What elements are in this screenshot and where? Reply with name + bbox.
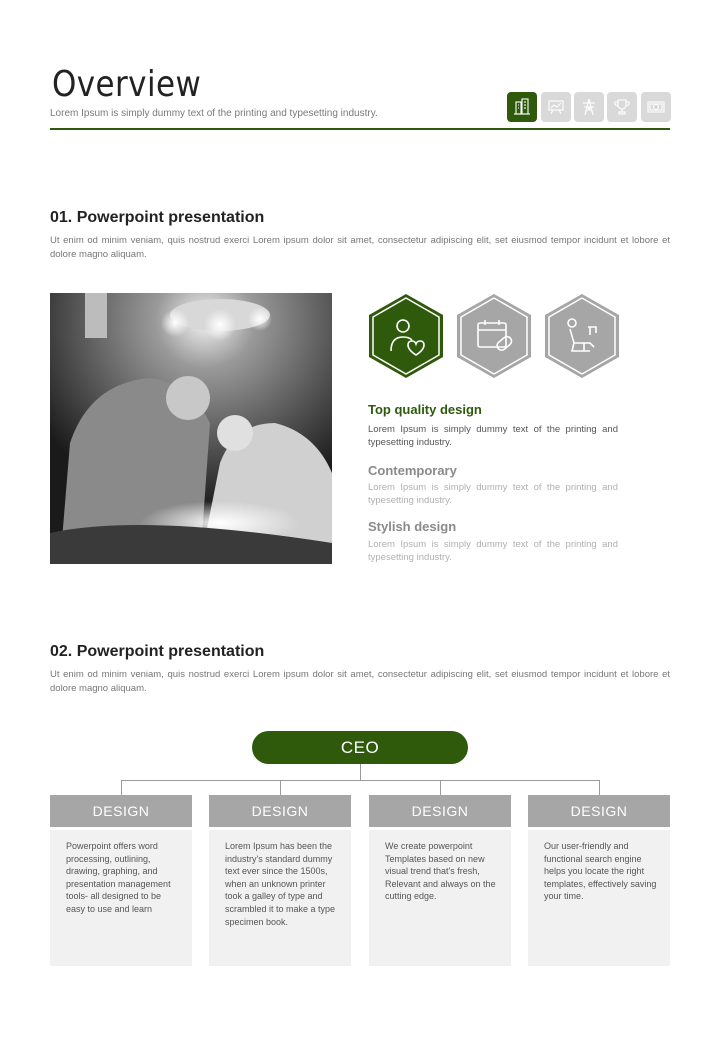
nav-power-button[interactable] <box>574 92 604 122</box>
design-node-body <box>369 830 511 966</box>
presentation-board-icon <box>546 97 566 117</box>
money-icon <box>646 97 666 117</box>
design-node-body <box>50 830 192 966</box>
ceo-node: CEO <box>252 731 468 764</box>
design-node-title: DESIGN <box>209 795 351 827</box>
building-icon <box>512 97 532 117</box>
hex-calendar-pill <box>456 293 532 379</box>
design-node-text: Powerpoint offers word processing, outlining, drawing, graphing, and presentation management tools- all designed to be easy to use and learn <box>66 841 171 914</box>
connector-line <box>360 764 361 780</box>
feature-text: Lorem Ipsum is simply dummy text of the printing and typesetting industry. <box>368 539 618 563</box>
connector-line <box>280 780 281 795</box>
section1-body: Ut enim od minim veniam, quis nostrud exerci Lorem ipsum dolor sit amet, consectetur adipiscing elit, set eiusmod tempor incidunt et lobore et dolore magno aliquam. <box>50 235 670 260</box>
section1-heading: 01. Powerpoint presentation <box>50 209 265 226</box>
design-node-body <box>528 830 670 966</box>
design-node-title: DESIGN <box>50 795 192 827</box>
section2-body: Ut enim od minim veniam, quis nostrud exerci Lorem ipsum dolor sit amet, consectetur adipiscing elit, set eiusmod tempor incidunt et lobore et dolore magno aliquam. <box>50 669 670 694</box>
feature-title: Contemporary <box>368 463 457 478</box>
hex-patient-heart <box>368 293 444 379</box>
nav-money-button[interactable] <box>641 92 671 122</box>
nav-building-button[interactable] <box>507 92 537 122</box>
connector-line <box>121 780 122 795</box>
header-divider <box>50 128 670 130</box>
page-title: Overview <box>52 64 202 105</box>
design-node-title: DESIGN <box>369 795 511 827</box>
design-node-text: Lorem Ipsum has been the industry's standard dummy text ever since the 1500s, when an unknown printer took a galley of type and scrambled it to make a type specimen book. <box>225 841 336 927</box>
trophy-icon <box>612 97 632 117</box>
connector-line <box>599 780 600 795</box>
nav-trophy-button[interactable] <box>607 92 637 122</box>
design-node-title: DESIGN <box>528 795 670 827</box>
feature-title: Top quality design <box>368 402 482 417</box>
nav-presentation-button[interactable] <box>541 92 571 122</box>
feature-text: Lorem Ipsum is simply dummy text of the printing and typesetting industry. <box>368 424 618 448</box>
feature-text: Lorem Ipsum is simply dummy text of the printing and typesetting industry. <box>368 482 618 506</box>
section2-heading: 02. Powerpoint presentation <box>50 643 265 660</box>
page-subtitle: Lorem Ipsum is simply dummy text of the printing and typesetting industry. <box>50 108 378 119</box>
hex-dental-chair <box>544 293 620 379</box>
design-node-text: Our user-friendly and functional search engine helps you locate the right templates, effectively saving your time. <box>544 841 657 902</box>
connector-line <box>440 780 441 795</box>
design-node-text: We create powerpoint Templates based on new visual trend that's fresh, Relevant and always on the cutting edge. <box>385 841 496 902</box>
surgery-photo <box>50 293 332 564</box>
design-node-body <box>209 830 351 966</box>
feature-title: Stylish design <box>368 519 457 534</box>
power-tower-icon <box>579 97 599 117</box>
connector-line <box>121 780 600 781</box>
